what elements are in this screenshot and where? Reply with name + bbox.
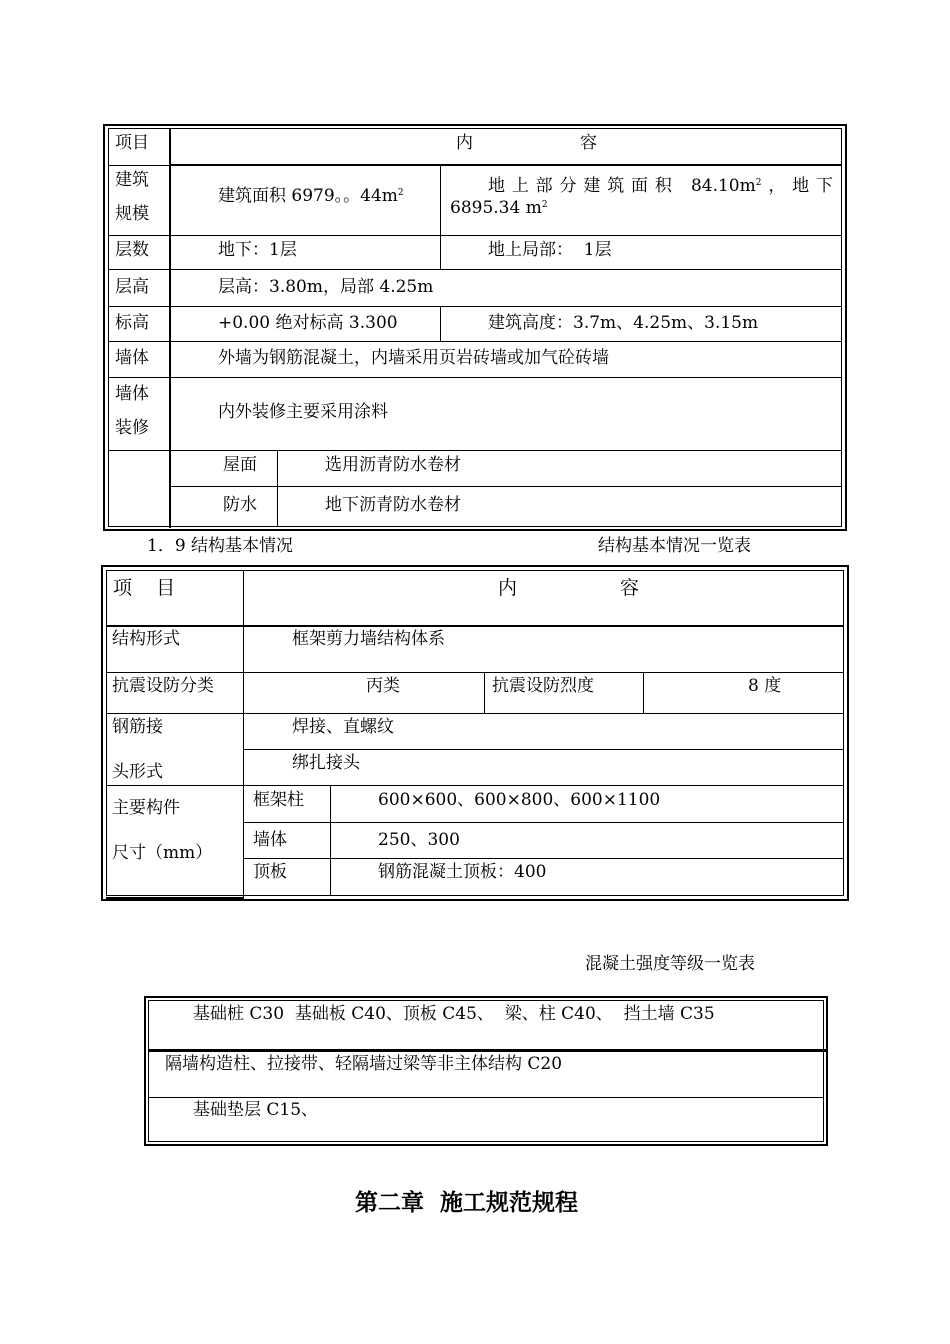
wall-value: 外墙为钢筋混凝土，内墙采用页岩砖墙或加气砼砖墙 xyxy=(218,348,609,368)
joint-value-1: 焊接、直螺纹 xyxy=(292,717,394,737)
floors-left: 地下：1层 xyxy=(218,240,297,260)
members-label-1: 主要构件 xyxy=(112,798,180,818)
member-value: 钢筋混凝土顶板：400 xyxy=(378,862,547,882)
member-name: 框架柱 xyxy=(253,790,304,810)
seismic-class-label: 抗震设防分类 xyxy=(112,676,214,696)
concrete-grade-row: 基础桩 C30 基础板 C40、顶板 C45、 梁、柱 C40、 挡土墙 C35 xyxy=(193,1004,715,1024)
member-name: 顶板 xyxy=(253,862,287,882)
seismic-class-value: 丙类 xyxy=(366,676,400,696)
scale-label-1: 建筑 xyxy=(115,170,149,190)
structure-form-label: 结构形式 xyxy=(112,629,180,649)
scale-label-2: 规模 xyxy=(115,204,149,224)
finish-value: 内外装修主要采用涂料 xyxy=(218,402,388,422)
member-value: 250、300 xyxy=(378,830,460,850)
elevation-left: +0.00 绝对标高 3.300 xyxy=(218,313,398,333)
seismic-intensity-value: 8 度 xyxy=(748,676,782,696)
concrete-grade-caption: 混凝土强度等级一览表 xyxy=(585,954,755,974)
section-caption-left: 1．9 结构基本情况 xyxy=(147,536,294,556)
concrete-grade-row: 隔墙构造柱、拉接带、轻隔墙过梁等非主体结构 C20 xyxy=(165,1054,563,1074)
height-label: 层高 xyxy=(115,277,149,297)
member-name: 墙体 xyxy=(253,830,287,850)
table1-header-item: 项目 xyxy=(115,133,149,153)
roof-sub2: 防水 xyxy=(223,495,257,515)
floors-right: 地上局部： 1层 xyxy=(488,240,612,260)
joint-label-2: 头形式 xyxy=(112,762,163,782)
table2-header-item: 项 目 xyxy=(113,577,176,599)
height-value: 层高：3.80m，局部 4.25m xyxy=(218,277,434,297)
members-label-2: 尺寸（mm） xyxy=(112,843,213,863)
finish-label-1: 墙体 xyxy=(115,384,149,404)
chapter-title: 第二章 施工规范规程 xyxy=(355,1189,579,1216)
concrete-grade-row: 基础垫层 C15、 xyxy=(193,1100,319,1120)
scale-left-value: 建筑面积 6979。。$44m^2$ xyxy=(218,186,404,206)
scale-right-line1: 地上部分建筑面积 $84.10m^2$，地下 xyxy=(488,176,833,196)
finish-label-2: 装修 xyxy=(115,418,149,438)
elevation-right: 建筑高度：3.7m、4.25m、3.15m xyxy=(488,313,759,333)
roof-val2: 地下沥青防水卷材 xyxy=(325,495,461,515)
section-caption-right: 结构基本情况一览表 xyxy=(598,536,751,556)
floors-label: 层数 xyxy=(115,240,149,260)
table2-header-content-1: 内 xyxy=(498,577,518,599)
table1-header-content-2: 容 xyxy=(580,133,597,153)
roof-val1: 选用沥青防水卷材 xyxy=(325,455,461,475)
table1-header-content-1: 内 xyxy=(456,133,473,153)
roof-sub1: 屋面 xyxy=(223,455,257,475)
seismic-intensity-label: 抗震设防烈度 xyxy=(492,676,594,696)
joint-value-2: 绑扎接头 xyxy=(292,753,360,773)
elevation-label: 标高 xyxy=(115,313,149,333)
scale-right-line2: 6895.34 $m^2$ xyxy=(450,198,548,218)
wall-label: 墙体 xyxy=(115,348,149,368)
member-value: 600×600、600×800、600×1100 xyxy=(378,790,661,810)
joint-label-1: 钢筋接 xyxy=(112,717,163,737)
table2-header-content-2: 容 xyxy=(620,577,640,599)
structure-form-value: 框架剪力墙结构体系 xyxy=(292,629,445,649)
